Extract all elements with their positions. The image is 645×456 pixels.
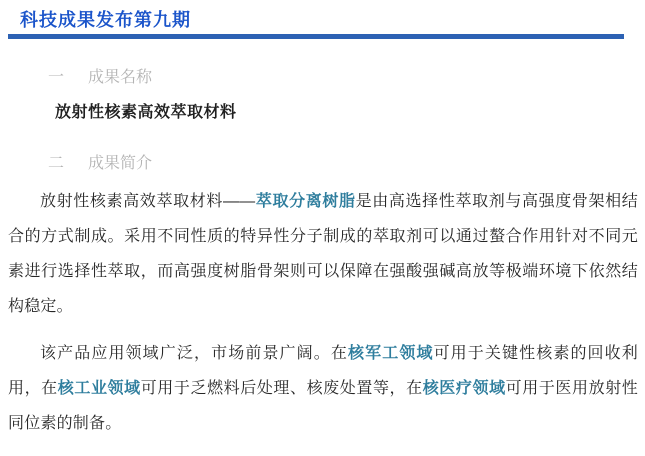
section-heading-intro bbox=[48, 155, 645, 173]
paragraph-text: 该产品应用领域广泛，市场前景广阔。在 bbox=[40, 345, 348, 362]
paragraph-text: 可用于乏燃料后处理、核废处置等，在 bbox=[140, 380, 423, 397]
title-underline-rule bbox=[8, 34, 624, 39]
intro-paragraph-2 bbox=[8, 336, 638, 441]
page-title: 科技成果发布第九期 bbox=[20, 10, 191, 30]
section-numeral: 二 bbox=[48, 155, 65, 172]
document-page bbox=[0, 9, 645, 441]
highlight-term-nuclear-military: 核军工领域 bbox=[348, 345, 434, 362]
achievement-name: 放射性核素高效萃取材料 bbox=[55, 104, 237, 121]
paragraph-text: 可用于医用放射性同位素的制备。 bbox=[8, 380, 638, 432]
section-label: 成果名称 bbox=[88, 69, 153, 86]
section-heading-name bbox=[48, 69, 645, 87]
highlight-term-nuclear-medical: 核医疗领域 bbox=[422, 380, 506, 397]
intro-paragraph-1 bbox=[8, 184, 638, 324]
paragraph-text: 放射性核素高效萃取材料—— bbox=[40, 193, 256, 210]
paragraph-text: 是由高选择性萃取剂与高强度骨架相结合的方式制成。采用不同性质的特异性分子制成的萃取剂可以通过螯合作用针对不同元素进行选择性萃取，而高强度树脂骨架则可以保障在强酸强碱高放等极端环境下依然结构稳定。 bbox=[8, 193, 638, 315]
section-label: 成果简介 bbox=[88, 155, 153, 172]
highlight-term-resin: 萃取分离树脂 bbox=[255, 193, 356, 210]
section-numeral: 一 bbox=[48, 69, 65, 86]
highlight-term-nuclear-industry: 核工业领域 bbox=[57, 380, 141, 397]
paragraph-text: 可用于关键性核素的回收利用，在 bbox=[8, 345, 638, 397]
